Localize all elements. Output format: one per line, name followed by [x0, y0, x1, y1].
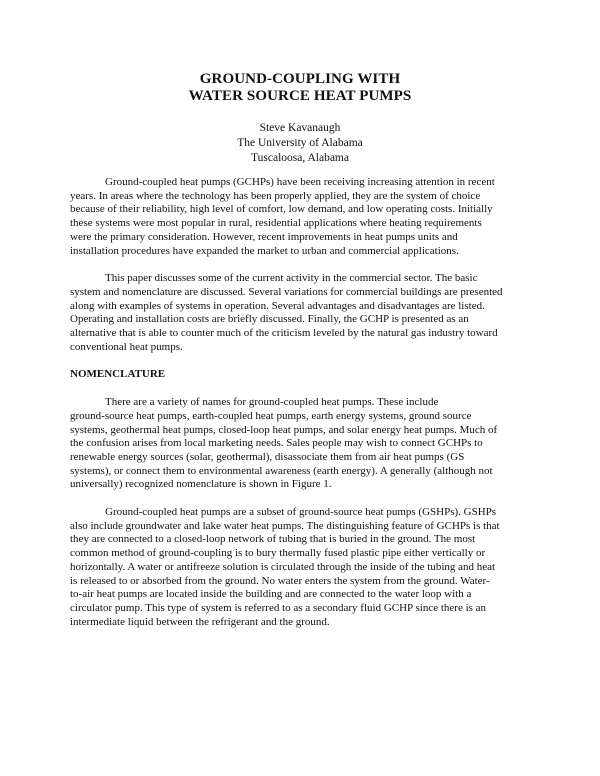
text-line: is released to or absorbed from the ground. No water enters the system from the ground. Water-	[70, 574, 490, 587]
paper-title	[0, 71, 600, 105]
author-location: Tuscaloosa, Alabama	[251, 152, 349, 164]
title-line-2: WATER SOURCE HEAT PUMPS	[188, 88, 412, 104]
text-line: to-air heat pumps are located inside the building and are connected to the water loop with a	[70, 588, 472, 601]
text-line: Ground-coupled heat pumps are a subset of ground-source heat pumps (GSHPs). GSHPs	[105, 506, 497, 519]
text-line: renewable energy sources (solar, geothermal), disassociate them from air heat pumps (GS	[70, 450, 465, 463]
text-line: they are connected to a closed-loop network of tubing that is buried in the ground. The most	[70, 533, 476, 546]
text-line: systems, geothermal heat pumps, closed-loop heat pumps, and solar energy heat pumps. Much of	[70, 423, 498, 436]
text-line: alternative that is able to counter much of the criticism leveled by the natural gas industry toward	[70, 327, 498, 340]
text-line: because of their reliability, high level of comfort, low demand, and low operating costs. Initially	[70, 203, 493, 216]
text-line: intermediate liquid between the refrigerant and the ground.	[70, 615, 330, 628]
text-line: There are a variety of names for ground-coupled heat pumps. These include	[105, 396, 439, 409]
section-heading: NOMENCLATURE	[70, 368, 166, 381]
text-line: along with examples of systems in operation. Several advantages and disadvantages are listed.	[70, 299, 485, 312]
text-line: Operating and installation costs are briefly discussed. Finally, the GCHP is presented as an	[70, 313, 469, 326]
text-line: installation procedures have expanded the market to urban and commercial applications.	[70, 244, 459, 257]
text-line: circulator pump. This type of system is referred to as a secondary fluid GCHP since there is an	[70, 601, 487, 614]
text-line: were the primary consideration. However, recent improvements in heat pumps units and	[70, 230, 458, 243]
text-line: Ground-coupled heat pumps (GCHPs) have been receiving increasing attention in recent	[105, 176, 495, 188]
text-line: conventional heat pumps.	[70, 340, 183, 353]
text-line: also include groundwater and lake water heat pumps. The distinguishing feature of GCHPs is that	[70, 519, 500, 532]
text-line: horizontally. A water or antifreeze solution is circulated through the inside of the tubing and heat	[70, 560, 496, 573]
text-line: This paper discusses some of the current activity in the commercial sector. The basic	[105, 272, 478, 285]
text-line: the confusion arises from local marketing needs. Sales people may wish to connect GCHPs to	[70, 437, 483, 450]
text-line: common method of ground-coupling is to bury thermally fused plastic pipe either vertically or	[70, 547, 486, 560]
text-line: these systems were most popular in rural, residential applications where heating requirements	[70, 217, 482, 230]
text-line: systems), or connect them to environmental awareness (earth energy). A generally (although not	[70, 464, 493, 477]
paragraph-nomenclature-1	[70, 396, 540, 492]
author-name: Steve Kavanaugh	[259, 122, 341, 134]
text-line: years. In areas where the technology has been properly applied, they are the system of choice	[70, 189, 481, 202]
paragraph-intro	[70, 176, 540, 258]
author-block	[0, 121, 600, 166]
paper-body	[70, 176, 540, 629]
paragraph-scope	[70, 272, 540, 354]
text-line: ground-source heat pumps, earth-coupled heat pumps, earth energy systems, ground source	[70, 409, 472, 422]
paragraph-nomenclature-2	[70, 506, 540, 629]
text-line: universally) recognized nomenclature is shown in Figure 1.	[70, 478, 332, 491]
author-affiliation: The University of Alabama	[237, 137, 363, 149]
text-line: system and nomenclature are discussed. Several variations for commercial buildings are presented	[70, 285, 503, 298]
title-line-1: GROUND-COUPLING WITH	[199, 71, 401, 87]
